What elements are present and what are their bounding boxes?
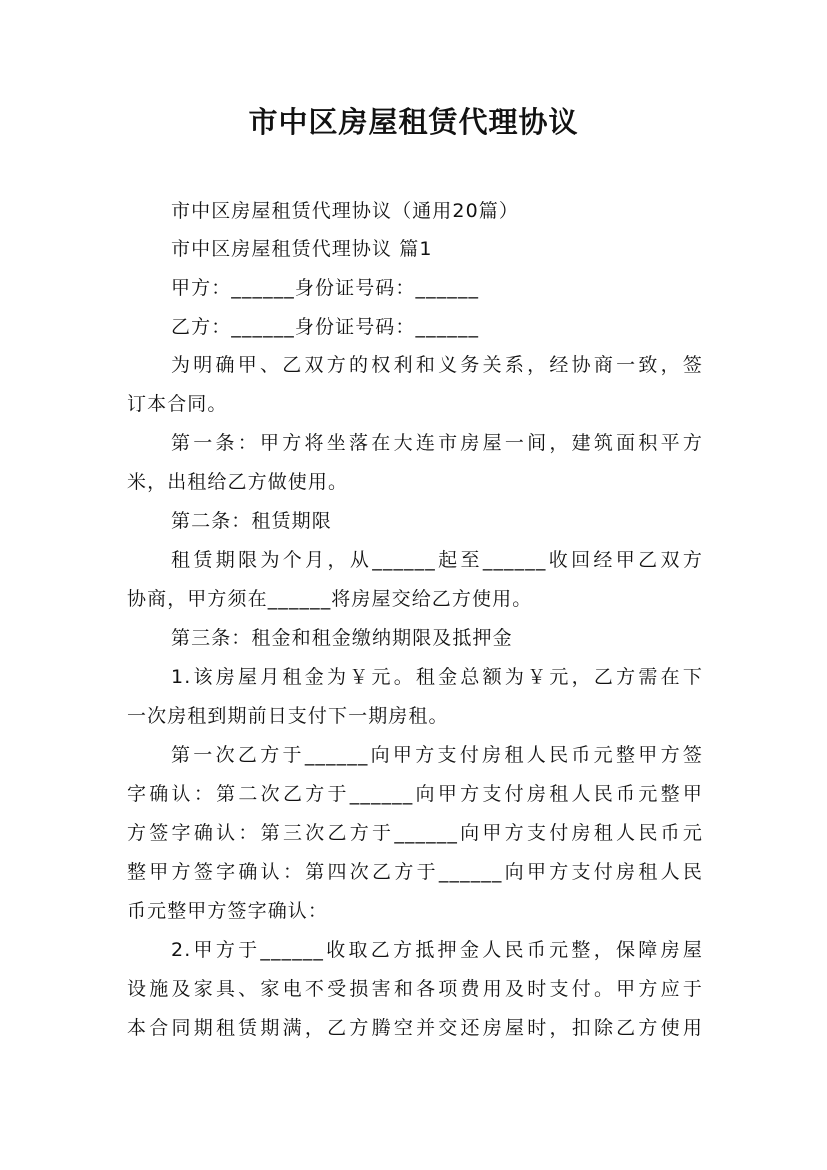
paragraph-line: 方签字确认：第三次乙方于______向甲方支付房租人民币元: [127, 822, 703, 844]
paragraph-line: 1.该房屋月租金为￥元。租金总额为￥元，乙方需在下: [171, 666, 703, 688]
paragraph-line: 租赁期限为个月，从______起至______收回经甲乙双方: [171, 549, 703, 571]
paragraph-line: 一次房租到期前日支付下一期房租。: [127, 705, 449, 727]
paragraph-line: 2.甲方于______收取乙方抵押金人民币元整，保障房屋: [171, 939, 703, 961]
party-a-line: 甲方：______身份证号码：______: [171, 277, 480, 299]
paragraph-line: 第一条：甲方将坐落在大连市房屋一间，建筑面积平方: [171, 432, 703, 454]
article-heading: 第二条：租赁期限: [171, 510, 332, 532]
paragraph-line: 第一次乙方于______向甲方支付房租人民币元整甲方签: [171, 744, 703, 766]
paragraph-line: 币元整甲方签字确认：: [127, 900, 329, 922]
paragraph-line: 整甲方签字确认：第四次乙方于______向甲方支付房租人民: [127, 861, 703, 883]
party-b-line: 乙方：______身份证号码：______: [171, 316, 480, 338]
paragraph-line: 设施及家具、家电不受损害和各项费用及时支付。甲方应于: [127, 978, 703, 1000]
section-heading: 市中区房屋租赁代理协议 篇1: [171, 238, 433, 260]
paragraph-line: 为明确甲、乙双方的权利和义务关系，经协商一致，签: [171, 354, 703, 376]
paragraph-line: 订本合同。: [127, 393, 228, 415]
paragraph-line: 协商，甲方须在______将房屋交给乙方使用。: [127, 588, 533, 610]
document-title: 市中区房屋租赁代理协议: [248, 105, 579, 139]
paragraph-line: 本合同期租赁期满，乙方腾空并交还房屋时，扣除乙方使用: [127, 1017, 703, 1039]
article-heading: 第三条：租金和租金缴纳期限及抵押金: [171, 627, 513, 649]
paragraph-line: 米，出租给乙方做使用。: [127, 471, 349, 493]
subtitle-line: 市中区房屋租赁代理协议（通用20篇）: [171, 200, 519, 222]
paragraph-line: 字确认：第二次乙方于______向甲方支付房租人民币元整甲: [127, 783, 703, 805]
